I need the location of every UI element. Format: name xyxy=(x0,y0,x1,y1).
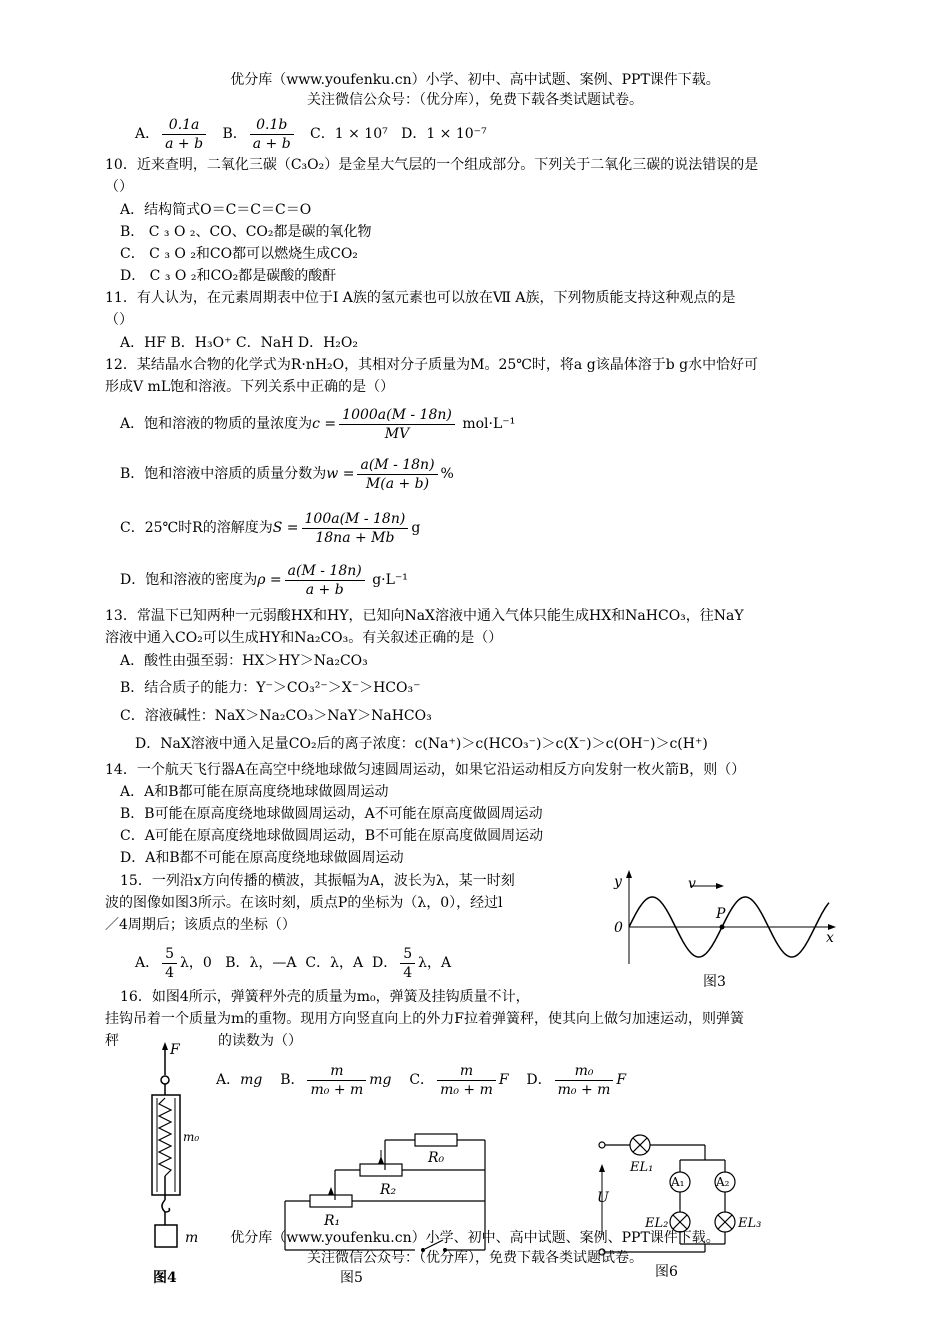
q11-stem1: 11．有人认为，在元素周期表中位于Ⅰ A族的氢元素也可以放在Ⅶ A族，下列物质能支持这种观点的是 xyxy=(105,290,736,306)
q16-stem1: 16．如图4所示，弹簧秤外壳的质量为m₀，弹簧及挂钩质量不计， xyxy=(120,989,530,1005)
q13-option-c: C．溶液碱性：NaX＞Na₂CO₃＞NaY＞NaHCO₃ xyxy=(120,708,432,724)
fig5-r2-label: R₂ xyxy=(380,1182,397,1198)
fig4-m0-label: m₀ xyxy=(183,1130,200,1144)
q10-stem2: （） xyxy=(105,179,133,195)
fig6-a1-label: A₁ xyxy=(671,1175,685,1189)
fig3-origin-label: 0 xyxy=(614,920,623,936)
fig5-r1-label: R₁ xyxy=(324,1213,341,1229)
q13-stem2: 溶液中通入CO₂可以生成HY和Na₂CO₃。有关叙述正确的是（） xyxy=(105,630,503,646)
q12-option-a: A．饱和溶液的物质的量浓度为c = $\frac{1000a(M - 18n)}{MV}$ mol·L⁻¹ xyxy=(120,406,516,442)
header-line1: 优分库（www.youfenku.cn）小学、初中、高中试题、案例、PPT课件下载。 xyxy=(230,72,720,88)
q12-stem2: 形成V mL饱和溶液。下列关系中正确的是（） xyxy=(105,379,395,395)
fig3-y-label: y xyxy=(614,874,622,890)
header-line2: 关注微信公众号：（优分库），免费下载各类试题试卷。 xyxy=(307,92,643,108)
q10-option-a: A．结构简式O＝C＝C＝C＝O xyxy=(120,202,312,218)
fig5-r0-label: R₀ xyxy=(428,1150,445,1166)
q16-stem3b: 的读数为（） xyxy=(218,1033,302,1049)
q13-option-d: D．NaX溶液中通入足量CO₂后的离子浓度：c(Na⁺)＞c(HCO₃⁻)＞c(X⁻)＞c(OH⁻)＞c(H⁺) xyxy=(135,736,708,752)
fig6-caption: 图6 xyxy=(655,1264,678,1280)
q11-stem2: （） xyxy=(105,312,133,328)
q10-option-d: D． C ₃ O ₂和CO₂都是碳酸的酸酐 xyxy=(120,268,337,284)
q10-stem1: 10．近来查明，二氧化三碳（C₃O₂）是金星大气层的一个组成部分。下列关于二氧化三碳的说法错误的是 xyxy=(105,157,759,173)
q16-stem2: 挂钩吊着一个质量为m的重物。现用方向竖直向上的外力F拉着弹簧秤，使其向上做匀加速运动，则弹簧 xyxy=(105,1011,744,1027)
q10-option-b: B． C ₃ O ₂、CO、CO₂都是碳的氧化物 xyxy=(120,224,372,240)
fig6-el3-label: EL₃ xyxy=(738,1216,762,1231)
q15-options: A． $\frac{5}{4}$ λ，0 B．λ，—A C．λ，A D． $\frac{5}{4}$ λ，A xyxy=(135,945,452,981)
fig3-x-label: x xyxy=(826,930,834,946)
q14-stem: 14．一个航天飞行器A在高空中绕地球做匀速圆周运动，如果它沿运动相反方向发射一枚火箭B，则（） xyxy=(105,762,746,778)
q12-stem1: 12．某结晶水合物的化学式为R·nH₂O，其相对分子质量为M。25℃时，将a g该晶体溶于b g水中恰好可 xyxy=(105,357,759,373)
fig6-u-label: U xyxy=(597,1190,609,1206)
q16-stem3a: 秤 xyxy=(105,1033,119,1049)
q15-stem1: 15．一列沿x方向传播的横波，其振幅为A，波长为λ，某一时刻 xyxy=(120,873,515,889)
q12-option-d: D．饱和溶液的密度为ρ = $\frac{a(M - 18n)}{a + b}$ g·L⁻¹ xyxy=(120,562,408,598)
q15-stem2: 波的图像如图3所示。在该时刻，质点P的坐标为（λ，0），经过l xyxy=(105,895,503,911)
fig6-el1-label: EL₁ xyxy=(630,1160,654,1175)
fig6-a2-label: A₂ xyxy=(716,1175,730,1189)
q13-option-a: A．酸性由强至弱：HX＞HY＞Na₂CO₃ xyxy=(120,653,368,669)
q9-options: A． $\frac{0.1a}{a + b}$ B． $\frac{0.1b}{a + b}$ C．1 × 10⁷ D．1 × 10⁻⁷ xyxy=(135,116,487,152)
figure-4-spring-balance xyxy=(140,1040,210,1255)
q14-option-a: A．A和B都可能在原高度绕地球做圆周运动 xyxy=(120,784,389,800)
footer-line2: 关注微信公众号：（优分库），免费下载各类试题试卷。 xyxy=(307,1250,643,1266)
q10-option-c: C． C ₃ O ₂和CO都可以燃烧生成CO₂ xyxy=(120,246,358,262)
q14-option-c: C．A可能在原高度绕地球做圆周运动，B不可能在原高度做圆周运动 xyxy=(120,828,544,844)
fig5-caption: 图5 xyxy=(340,1270,363,1286)
q14-option-b: B．B可能在原高度绕地球做圆周运动，A不可能在原高度做圆周运动 xyxy=(120,806,543,822)
q13-stem1: 13．常温下已知两种一元弱酸HX和HY，已知向NaX溶液中通入气体只能生成HX和NaHCO₃，往NaY xyxy=(105,608,744,624)
fig4-m-label: m xyxy=(185,1230,199,1246)
q11-options: A．HF B．H₃O⁺ C．NaH D．H₂O₂ xyxy=(120,335,359,351)
fig3-p-label: P xyxy=(716,906,726,922)
q15-stem3: ／4周期后；该质点的坐标（） xyxy=(105,917,296,933)
q14-option-d: D．A和B都不可能在原高度绕地球做圆周运动 xyxy=(120,850,404,866)
footer-line1: 优分库（www.youfenku.cn）小学、初中、高中试题、案例、PPT课件下载。 xyxy=(230,1230,720,1246)
fig3-v-label: v xyxy=(688,876,696,892)
fig6-el2-label: EL₂ xyxy=(645,1216,669,1231)
q16-options: A．mg B． $\frac{m}{\text{m₀ + m}}$ mg C． $\frac{m}{\text{m₀ + m}}$ F D． $\frac{\text{m₀}}{\text{m₀ + m}}$ F xyxy=(216,1062,627,1098)
fig4-caption: 图4 xyxy=(153,1270,177,1286)
q12-option-b: B．饱和溶液中溶质的质量分数为w = $\frac{a(M - 18n)}{M(a + b)}$ % xyxy=(120,456,454,492)
q13-option-b: B．结合质子的能力：Y⁻＞CO₃²⁻＞X⁻＞HCO₃⁻ xyxy=(120,680,421,696)
fig3-caption: 图3 xyxy=(703,974,726,990)
q12-option-c: C．25℃时R的溶解度为S = $\frac{100a(M - 18n)}{18na + Mb}$ g xyxy=(120,510,421,546)
fig4-f-label: F xyxy=(170,1042,180,1058)
